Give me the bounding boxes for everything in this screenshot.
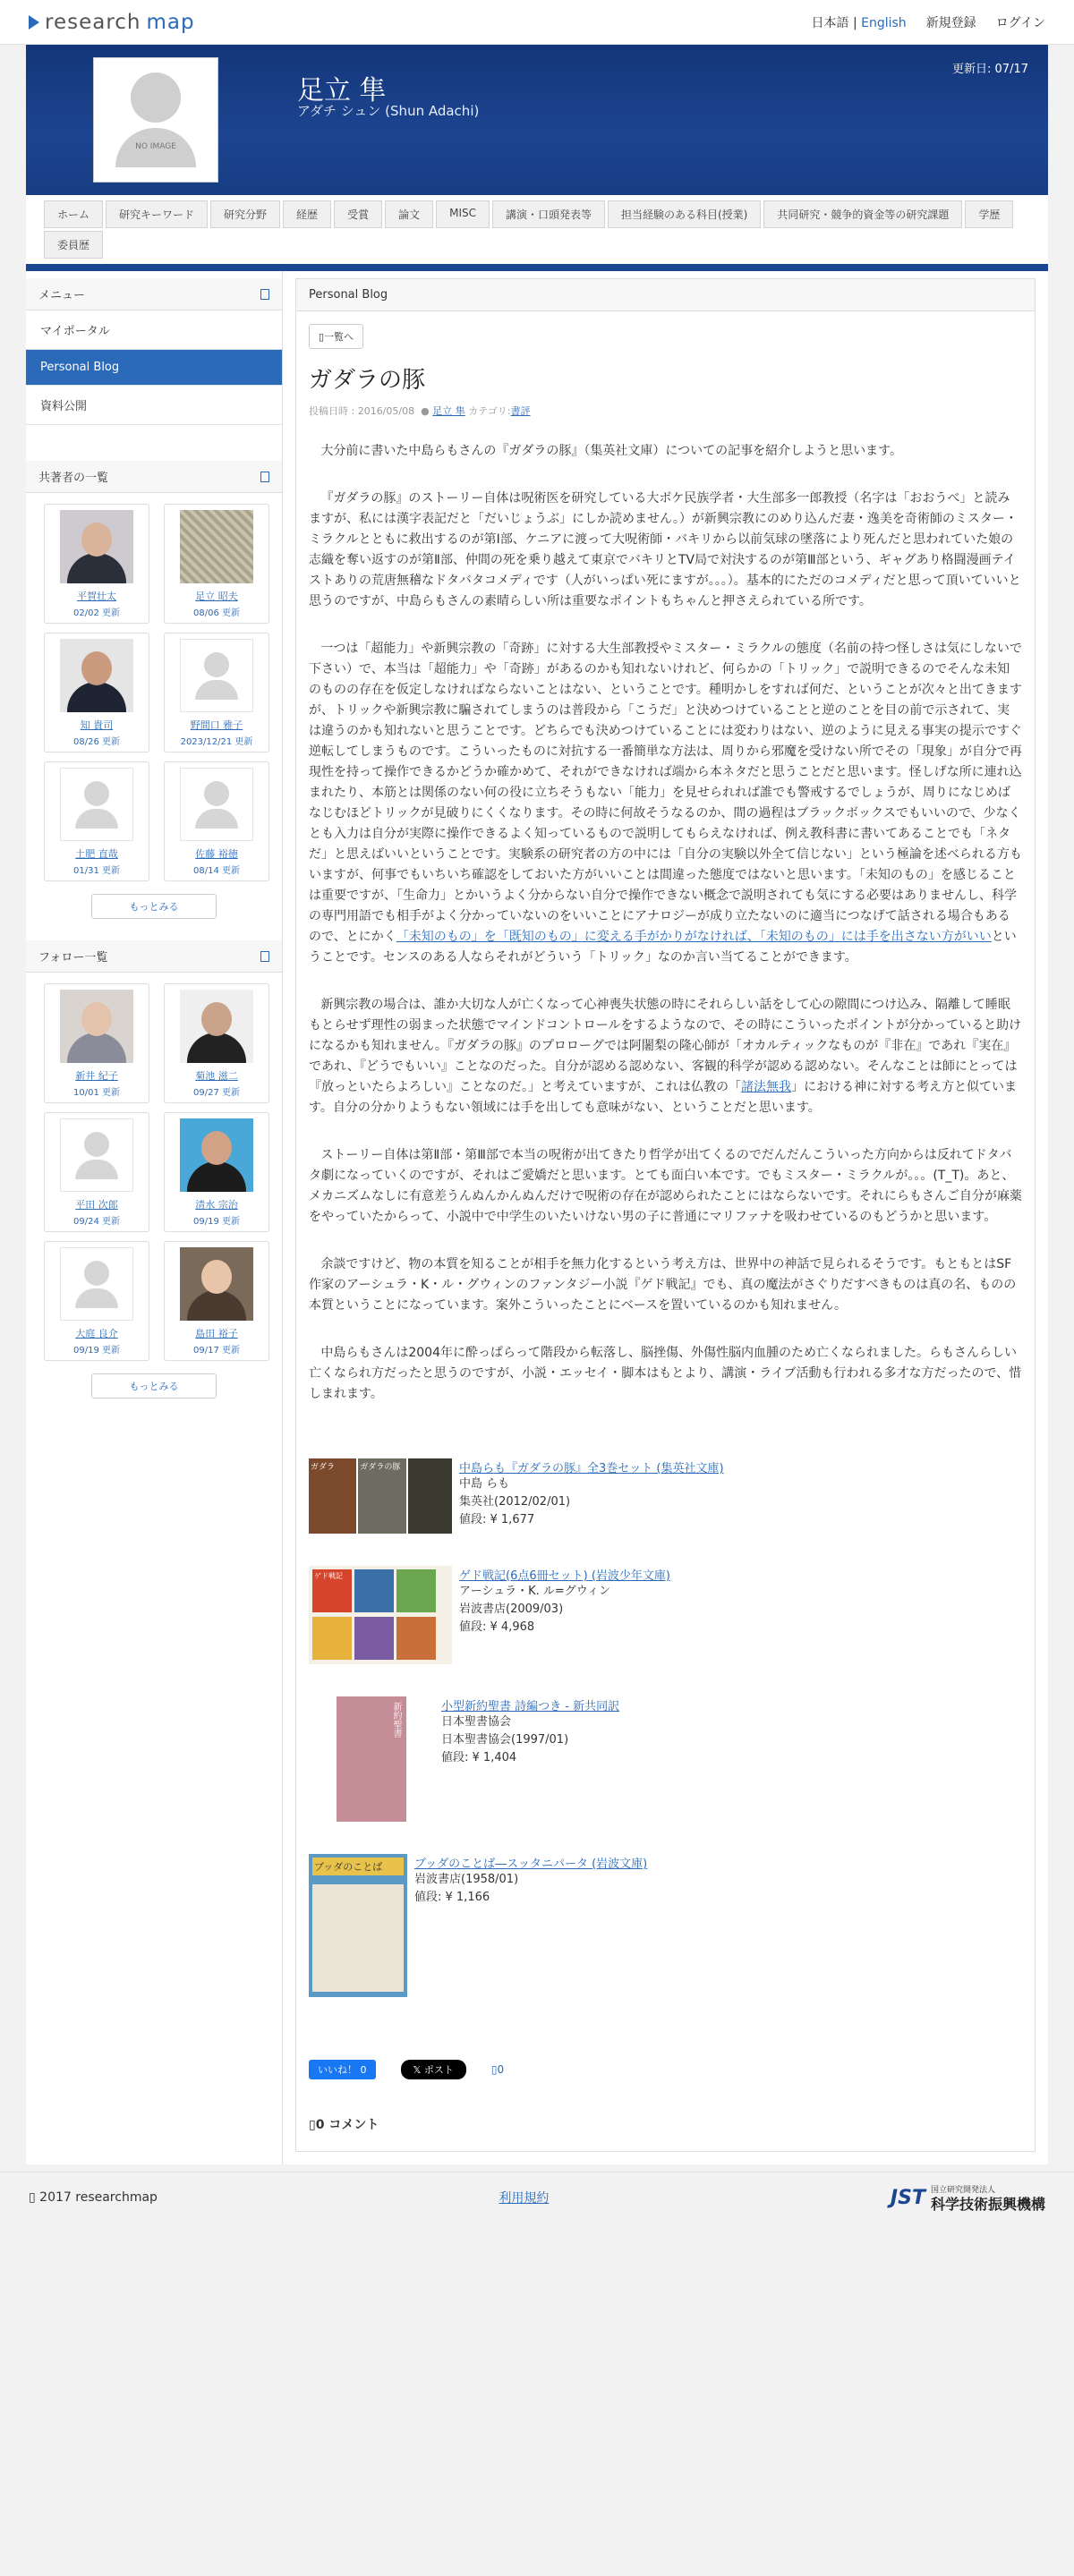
comment-icon: ▯ [309,2118,316,2132]
photo-body [67,553,126,583]
hatena-bookmark-button[interactable]: ▯0 [490,2063,505,2076]
tab-misc[interactable]: MISC [436,200,490,228]
cover-box [354,1569,394,1612]
menu-panel-header [26,278,282,310]
coauthor-updated: 2023/12/21 更新 [180,737,253,747]
coauthor-name[interactable]: 知 貴司 [80,719,114,731]
cover-spine [408,1458,452,1534]
coauthor-name[interactable]: 足立 昭夫 [195,591,238,602]
follow-name[interactable]: 菊池 滋二 [195,1070,238,1082]
user-icon: ● [421,405,430,417]
signup-link[interactable]: 新規登録 [925,15,976,30]
cover-spine: ガダラ [309,1458,356,1534]
section-header: Personal Blog [295,278,1036,311]
book-item [309,1854,1022,1997]
coauthor-photo-noimage [180,768,253,841]
book-cover[interactable] [309,1854,407,1997]
follow-updated: 10/01 更新 [73,1088,120,1098]
follow-photo [180,1118,253,1192]
tab-fields[interactable]: 研究分野 [210,200,280,228]
profile-banner [26,45,1048,195]
follow-card[interactable] [164,1241,269,1361]
photo-face [201,1131,232,1165]
photo-body [67,682,126,712]
coauthor-photo-noimage [180,639,253,712]
follow-updated: 09/17 更新 [193,1346,240,1356]
coauthor-photo-noimage [60,768,133,841]
book-publisher: 集英社(2012/02/01) [459,1495,571,1509]
jst-logo[interactable] [891,2184,1045,2211]
profile-kana: アダチ シュン (Shun Adachi) [297,103,480,119]
coauthor-photo [60,639,133,712]
follow-updated: 09/27 更新 [193,1088,240,1098]
back-label: 一覧へ [324,331,354,343]
follow-photo-noimage [60,1118,133,1192]
blog-article [295,311,1036,2152]
follow-photo [180,1247,253,1321]
follow-card[interactable] [164,1112,269,1232]
coauthor-name[interactable]: 佐藤 裕徳 [195,848,238,860]
jst-org-name: 科学技術振興機構 [930,2196,1045,2213]
book-list [309,1458,1022,1997]
article-paragraph: 『ガダラの豚』のストーリー自体は呪術医を研究している大ボケ民族学者・大生部多一郎教授（名字は「おおうべ」と読みますが、私には漢字表記だと「だいじょうぶ」にしか読めません。）が新興宗教にのめり込んだ妻・逸美を奇術師のミスター・ミラクルとともに救出するのが第Ⅰ部、ケニアに渡って大呪術師・バキリから以前気球の墜落により死んだと思われていた娘の志織を奪い返すのが第Ⅱ部、仲間の死を乗り越えて東京でバキリとTV局で対決するのが第Ⅲ部という、ギャグあり格闘漫画テイストありの荒唐無稽なドタバタコメディです（人がいっぱい死にますが。。。）。基本的にただのコメディだと思って頂いていいと思うのですが、中島らもさんの素晴らしい所は重要なポイントもちゃんと押さえられている所です。 [309,491,1021,608]
book-price: 値段: ¥ 1,166 [414,1891,490,1904]
photo-face [201,1260,232,1294]
shohou-muga-link[interactable]: 諸法無我 [741,1080,791,1094]
tab-keywords[interactable]: 研究キーワード [106,200,208,228]
follow-name[interactable]: 島田 裕子 [195,1328,238,1339]
book-publisher: 岩波書店(1958/01) [414,1873,519,1886]
back-to-list-button[interactable] [309,324,363,349]
cover-bible: 新約聖書 [337,1696,406,1822]
panel-toggle-icon[interactable] [260,289,269,300]
tab-career[interactable]: 経歴 [283,200,331,228]
photo-body [187,1290,246,1321]
page-container [26,45,1048,2164]
main-content [283,271,1048,2164]
x-post-button[interactable]: 𝕏 ポスト [401,2060,466,2079]
book-cover[interactable] [309,1566,452,1664]
book-price: 値段: ¥ 4,968 [459,1620,535,1634]
cover-title-band: ブッダのことば [312,1858,404,1875]
follow-updated: 09/19 更新 [73,1346,120,1356]
no-image-label: NO IMAGE [135,142,176,151]
book-cover[interactable] [309,1696,434,1822]
photo-body [187,1033,246,1063]
share-bar [309,2060,1022,2079]
follow-card[interactable] [44,983,149,1103]
cover-box [312,1617,352,1660]
article-title: ガダラの豚 [309,367,426,394]
follow-photo [60,990,133,1063]
profile-tabs [26,195,1048,271]
menu-item-documents[interactable]: 資料公開 [26,386,282,425]
photo-face [81,651,112,685]
menu-item-personal-blog[interactable]: Personal Blog [26,350,282,386]
photo-face [81,523,112,557]
article-paragraph: 新興宗教の場合は、誰か大切な人が亡くなって心神喪失状態の時にそれらしい話をして心の隙間につけ込み、隔離して睡眠もとらせず理性の弱まった状態でマインドコントロールをするようなので、その時にこういったポイントが分かっていると助けになるかも知れません。『ガダラの豚』のプロローグでは阿闍梨の隆心師が「オカルティックなものが『非在』であれ『実在』であれ、『どうでもいい』ことなのだった。自分が認める認めない、客観的科学が認める認めない。そんなことは師にとっては『放っといたらよろしい』ことなのだ。」と考えていますが、これは仏教の「諸法無我」における神に対する考え方と似ています。自分の分かりようもない領域には手を出しても意味がない、ということだと思います。 [309,998,1022,1115]
cover-figure [312,1884,404,1992]
article-paragraph: 余談ですけど、物の本質を知ることが相手を無力化するという考え方は、世界中の神話で見られるそうです。もともとはSF作家のアーシュラ・K・ル・グウィンのファンタジー小説『ゲド戦記』でも、真の魔法がさぐりだすべきものは真の名、ものの本質ということになっています。案外こういったことにベースを置いているのかも知れません。 [309,1257,1017,1313]
article-meta [309,404,1022,418]
book-title-link[interactable]: 中島らも『ガダラの豚』全3巻セット (集英社文庫) [459,1462,724,1475]
follow-panel-header [26,940,282,973]
follow-photo-noimage [60,1247,133,1321]
follow-name[interactable]: 新井 紀子 [75,1070,118,1082]
book-publisher: 岩波書店(2009/03) [459,1603,564,1616]
coauthor-updated: 08/06 更新 [193,608,240,618]
coauthor-card[interactable] [164,633,269,752]
coauthor-updated: 08/26 更新 [73,737,120,747]
follow-title: フォロー一覧 [38,951,108,965]
sidebar [26,271,283,2164]
logo-text-map: map [146,10,195,34]
bookmark-icon: ▯ [490,2063,498,2076]
footer [0,2172,1074,2223]
researchmap-logo[interactable] [29,11,195,34]
lang-ja-link[interactable]: 日本語 [811,15,849,30]
coauthor-updated: 02/02 更新 [73,608,120,618]
follow-card[interactable] [164,983,269,1103]
logo-triangle-icon [29,15,39,30]
coauthor-name[interactable]: 平賀壮太 [77,591,116,602]
panel-toggle-icon[interactable] [260,472,269,482]
book-author: アーシュラ・K. ル=グウィン [459,1585,610,1598]
terms-link[interactable]: 利用規約 [499,2191,550,2206]
coauthor-name[interactable]: 野間口 雅子 [190,719,243,731]
book-price: 値段: ¥ 1,677 [459,1513,535,1526]
tab-papers[interactable]: 論文 [385,200,433,228]
coauthor-updated: 08/14 更新 [193,866,240,876]
category-label: カテゴリ: [468,405,511,417]
cover-box [396,1569,436,1612]
facebook-like-button[interactable]: いいね！ 0 [309,2060,376,2079]
avatar-body-shape [115,128,196,167]
article-paragraph: ストーリー自体は第Ⅱ部・第Ⅲ部で本当の呪術が出てきたり哲学が出てくるのでだんだんこういった方向からは反れてドタバタ劇になっていくのですが、それはご愛嬌だと思います。とても面白い本です。でもミスター・ミラクルが。。。(T_T)。あと、メカニズムなしに有意差うんぬんかんぬんだけで呪術の存在が認められたことにはならないです。それにらもさんご自分が麻薬をやっていたからって、小説中で中学生のいたいけない男の子に普通にマリファナを吸わせているのもどうかと思います。 [309,1148,1022,1224]
menu-item-myportal[interactable]: マイポータル [26,310,282,350]
photo-face [201,1002,232,1036]
login-link[interactable]: ログイン [995,15,1045,30]
highlight-link[interactable]: 「未知のもの」を「既知のもの」に変える手がかりがなければ、「未知のもの」には手を出さない方がいい [396,930,992,944]
avatar-head-shape [131,72,181,123]
tab-projects[interactable]: 共同研究・競争的資金等の研究課題 [763,200,962,228]
post-date: 投稿日時 : 2016/05/08 [309,405,415,417]
tab-teaching[interactable]: 担当経験のある科目(授業) [608,200,761,228]
tab-committees[interactable]: 委員歴 [44,231,103,259]
follow-name[interactable]: 平田 次郎 [75,1199,118,1211]
follow-card[interactable] [44,1112,149,1232]
photo-body [187,1161,246,1192]
follow-name[interactable]: 大庭 良介 [75,1328,118,1339]
profile-avatar [93,57,218,183]
book-cover[interactable] [309,1458,452,1534]
author-link[interactable]: 足立 隼 [432,405,465,417]
book-item [309,1696,1022,1822]
article-paragraph: 一つは「超能力」や新興宗教の「奇跡」に対する大生部教授やミスター・ミラクルの態度（名前の持つ怪しさは気にしないで下さい）で、本当は「超能力」や「奇跡」があるのかも知れないけれど、何らかの「トリック」で説明できるのでそんな未知のものの存在を仮定しなければならないことはない、ということです。種明かしをすれば何だ、ということが次々と出てきますが、トリックや新興宗教に騙されてしまうのは普段から「こうだ」と決めつけていることと逆のことを目の前で示されて、実は違うのかも知れないと思うことです。どちらでも決めつけていることには変わりはない、逆のように見える事実の提示ですぐ逆転してしまうものです。こういったものに対抗する一番簡単な方法は、周りから邪魔を受けない所でその「現象」が自分で再現性を持って操作できるかどうか確かめて、それができなければ端から本ネタだと思うことだと思います。怪しげな所に連れ込まれたり、本筋とは関係のない何の役に立ちそうもない「能力」を見せられれば誰でも警戒するでしょうが、周りになじめばなじむほどトリックが見破りにくくなります。その時に何故そうなるのか、間の過程はブラックボックスでもいいので、少なくとも入力は自分が実際に操作できるよく知っているもので説明してもらえなければ、例え教科書に書いてあることでも「ネタだ」と思えばいいということです。実験系の研究者の方の中には「自分の実験以外全て信じない」という極論を述べられる方もいますが、何事でもいちいち確認をしておいた方がいいことは間違った態度ではないと思います。「未知のもの」を感じることは重要ですが、「生命力」とかいうよく分からない自分で操作できない概念で説明されても気にする必要はありませんし、科学の専門用語でも相手がよく分かっていないのをいいことにアナロジーが成り立たないのに適当につなげて話される場合もあるので、とにかく「未知のもの」を「既知のもの」に変える手がかりがなければ、「未知のもの」には手を出さない方がいいということです。センスのある人ならそれがどういう「トリック」なのか言い当てることができます。 [309,642,1022,965]
top-bar [0,0,1074,45]
coauthor-card[interactable] [164,504,269,624]
x-icon: 𝕏 [413,2064,424,2076]
profile-name: 足立 隼 [297,75,387,106]
follow-updated: 09/24 更新 [73,1217,120,1227]
coauthor-photo [60,510,133,583]
cover-box [354,1617,394,1660]
coauthors-grid [26,493,282,888]
tab-presentations[interactable]: 講演・口頭発表等 [492,200,605,228]
tab-home[interactable]: ホーム [44,200,103,228]
book-title-link[interactable]: ゲド戦記(6点6冊セット) (岩波少年文庫) [459,1569,670,1583]
menu-title: メニュー [38,289,86,302]
article-paragraph: 中島らもさんは2004年に酔っぱらって階段から転落し、脳挫傷、外傷性脳内血腫のため亡くなられました。らもさんらしい亡くなられ方だったと思うのですが、小説・エッセイ・脚本はもとより、講演・ライブ活動も行われる多才な方だったので、惜しまれます。 [309,1346,1022,1401]
article-paragraph: 大分前に書いた中島らもさんの『ガダラの豚』（集英社文庫）についての記事を紹介しようと思います。 [320,444,902,458]
book-price: 値段: ¥ 1,404 [441,1751,517,1764]
coauthor-name[interactable]: 土肥 直哉 [75,848,118,860]
follow-photo [180,990,253,1063]
jst-org-type: 国立研究開発法人 [930,2186,995,2195]
book-title-link[interactable]: 小型新約聖書 詩編つき - 新共同訳 [441,1700,620,1713]
coauthor-card[interactable] [164,761,269,881]
photo-body [67,1033,126,1063]
book-item [309,1566,1022,1664]
copyright: ▯ 2017 researchmap [29,2190,158,2205]
coauthor-card[interactable] [44,504,149,624]
coauthors-more-button[interactable]: もっとみる [91,894,217,919]
logo-text-research: research [45,10,141,34]
coauthors-panel-header [26,461,282,493]
photo-texture [180,510,253,583]
cover-spine: ガダラの豚 [358,1458,405,1534]
photo-face [81,1002,112,1036]
lang-en-link[interactable]: English [861,15,907,30]
profile-updated: 更新日: 07/17 [952,63,1028,76]
book-title-link[interactable]: ブッダのことば―スッタニパータ (岩波文庫) [414,1858,648,1871]
follow-grid [26,973,282,1368]
comments-count: ▯0 コメント [309,2118,379,2132]
cover-box: ゲド戦記 [312,1569,352,1612]
coauthor-card[interactable] [44,633,149,752]
tab-awards[interactable]: 受賞 [334,200,382,228]
jst-mark: JST [890,2186,925,2209]
panel-toggle-icon[interactable] [260,951,269,962]
coauthor-updated: 01/31 更新 [73,866,120,876]
follow-card[interactable] [44,1241,149,1361]
book-item [309,1458,1022,1534]
coauthor-card[interactable] [44,761,149,881]
list-icon: ▯ [319,331,325,343]
follow-updated: 09/19 更新 [193,1217,240,1227]
book-publisher: 日本聖書協会(1997/01) [441,1733,569,1747]
coauthors-title: 共著者の一覧 [38,472,109,485]
cover-box [396,1617,436,1660]
category-link[interactable]: 書評 [510,405,531,417]
book-author: 中島 らも [459,1477,510,1491]
copyright-icon: ▯ [29,2190,36,2205]
lang-separator: | [852,15,857,30]
coauthor-photo [180,510,253,583]
follow-name[interactable]: 清水 宗治 [195,1199,238,1211]
book-author: 日本聖書協会 [441,1715,512,1729]
tab-education[interactable]: 学歴 [965,200,1013,228]
follow-more-button[interactable]: もっとみる [91,1373,217,1399]
